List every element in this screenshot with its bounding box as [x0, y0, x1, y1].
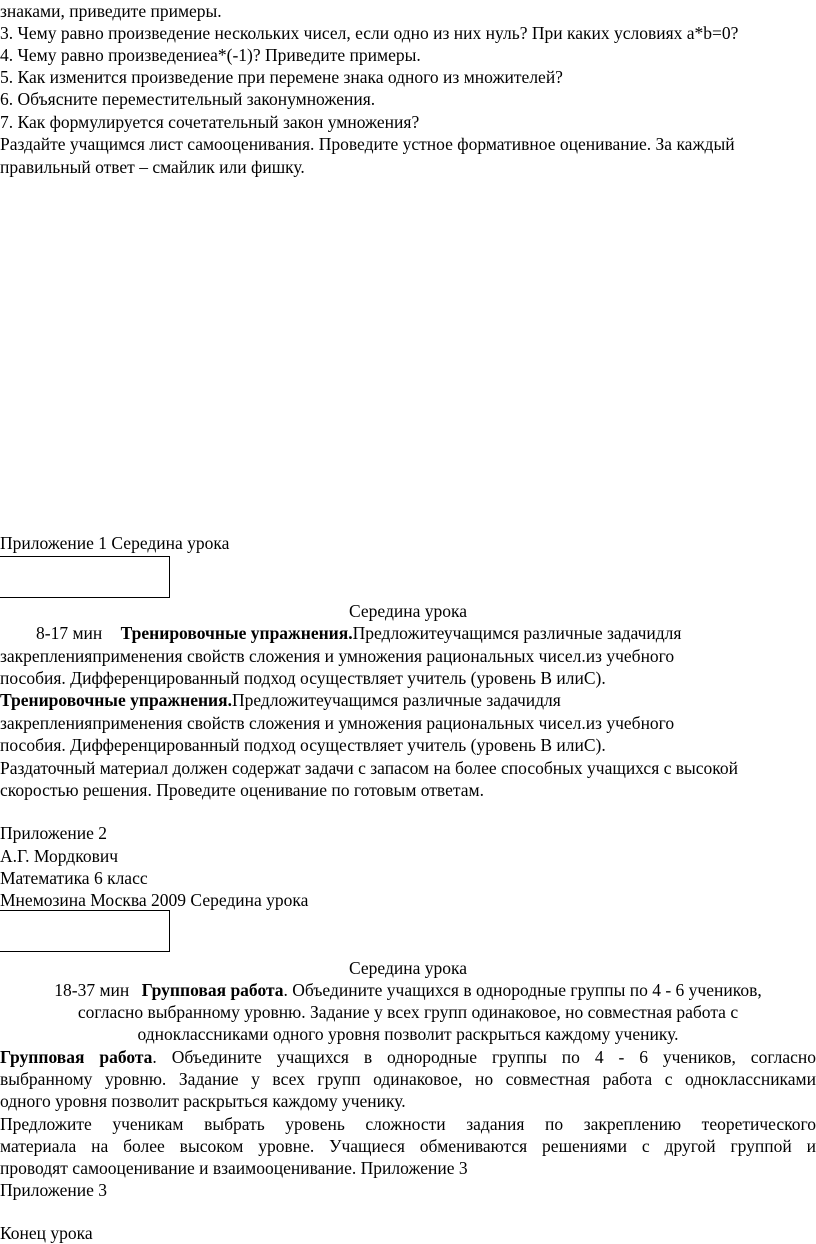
- time-label-1: 8-17 мин: [36, 623, 103, 643]
- training-title-1: Тренировочные упражнения.: [120, 623, 353, 643]
- group-title-2: Групповая работа: [0, 1047, 153, 1067]
- training-line-2: закрепленияприменения свойств сложения и умножения рациональных чисел.из учебного: [0, 713, 675, 733]
- group-centered-line-1: [0, 979, 816, 1001]
- question-4: 4. Чему равно произведениеa*(-1)? Приведите примеры.: [0, 45, 421, 65]
- question-6: 6. Объясните переместительный законумножения.: [0, 89, 376, 109]
- appendix-1-line: Приложение 1 Середина урока: [0, 533, 230, 553]
- empty-box-2: [0, 910, 170, 952]
- question-5: 5. Как изменится произведение при перемене знака одного из множителей?: [0, 67, 563, 87]
- time-label-2: 18-37 мин: [54, 980, 130, 1000]
- handout-line-1: Раздаточный материал должен содержат задачи с запасом на более способных учащихся с высокой: [0, 758, 739, 778]
- group-centered-line-2: согласно выбранному уровню. Задание у всех групп одинаковое, но совместная работа с: [77, 1002, 739, 1022]
- proposal-line-1: Предложите ученикам выбрать уровень сложности задания по закреплению теоретического: [0, 1114, 816, 1134]
- training-line-3: пособия. Дифференцированный подход осуществляет учитель (уровень В илиС).: [0, 735, 606, 755]
- group-text-2: . Объедините учащихся в однородные группы по 4 - 6 учеников, согласно: [152, 1047, 816, 1067]
- question-3: 3. Чему равно произведение нескольких чисел, если одно из них нуль? При каких условиях a*b=0?: [0, 23, 739, 43]
- training-text-1: Предложитеучащимся различные задачидля: [352, 623, 682, 643]
- proposal-line-3: проводят самооценивание и взаимооценивание. Приложение 3: [0, 1158, 468, 1178]
- training-centered-line-2: закрепленияприменения свойств сложения и умножения рациональных чисел.из учебного: [0, 646, 675, 666]
- training-text-2: Предложитеучащимся различные задачидля: [231, 690, 561, 710]
- end-of-lesson: Конец урока: [0, 1223, 93, 1243]
- group-line-1: [0, 1046, 816, 1068]
- group-centered-line-3: одноклассниками одного уровня позволит раскрыться каждому ученику.: [137, 1024, 679, 1044]
- question-continuation: знаками, приведите примеры.: [0, 1, 222, 21]
- question-7: 7. Как формулируется сочетательный закон умножения?: [0, 112, 420, 132]
- training-centered-line-1: [36, 622, 681, 644]
- training-line-1: [0, 689, 561, 711]
- empty-box-1: [0, 556, 170, 598]
- group-title-1: Групповая работа: [141, 980, 284, 1000]
- group-line-3: одного уровня позволит раскрыться каждому ученику.: [0, 1091, 406, 1111]
- proposal-line-2: материала на более высоком уровне. Учащиеся обмениваются решениями с другой группой и: [0, 1136, 816, 1156]
- book-title: Математика 6 класс: [0, 868, 148, 888]
- middle-heading-2: Середина урока: [349, 958, 467, 978]
- handout-line-2: скоростью решения. Проведите оценивание по готовым ответам.: [0, 780, 484, 800]
- self-assessment-line-1: Раздайте учащимся лист самооценивания. Проведите устное формативное оценивание. За каждый: [0, 134, 735, 154]
- middle-heading-1: Середина урока: [349, 601, 467, 621]
- group-line-2: выбранному уровню. Задание у всех групп одинаковое, но совместная работа с одноклассниками: [0, 1069, 816, 1089]
- author: А.Г. Мордкович: [0, 846, 118, 866]
- group-text-1: . Объедините учащихся в однородные группы по 4 - 6 учеников,: [283, 980, 762, 1000]
- training-centered-line-3: пособия. Дифференцированный подход осуществляет учитель (уровень В илиС).: [0, 668, 606, 688]
- training-title-2: Тренировочные упражнения.: [0, 690, 232, 710]
- self-assessment-line-2: правильный ответ – смайлик или фишку.: [0, 157, 305, 177]
- appendix-2: Приложение 2: [0, 823, 108, 843]
- publisher-line: Мнемозина Москва 2009 Середина урока: [0, 890, 309, 910]
- appendix-3: Приложение 3: [0, 1180, 108, 1200]
